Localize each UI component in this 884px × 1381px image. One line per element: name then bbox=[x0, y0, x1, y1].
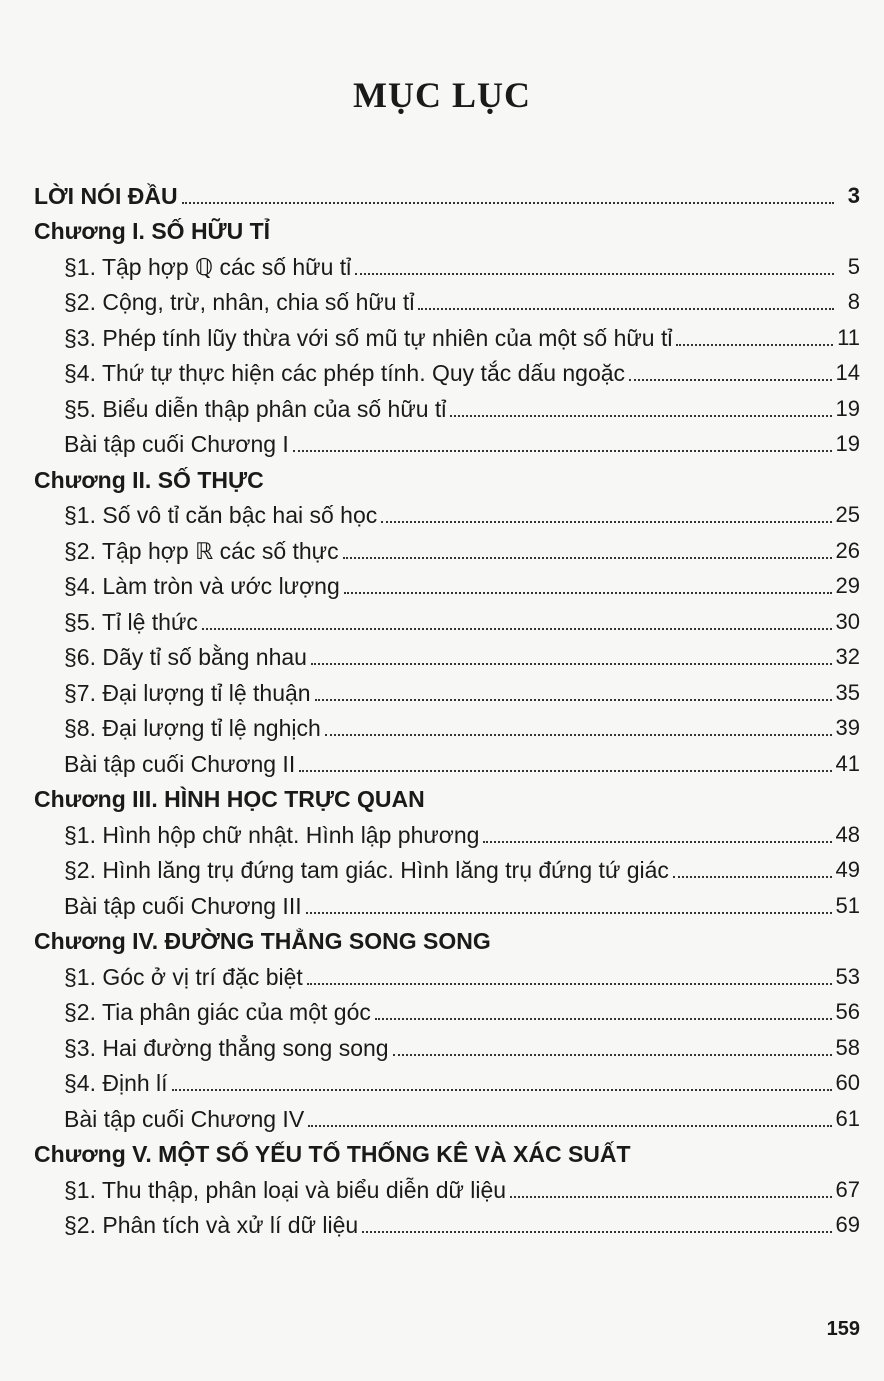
toc-entry[interactable] bbox=[0, 1204, 884, 1240]
dot-leader bbox=[362, 1231, 831, 1233]
chapter-title: Chương III. HÌNH HỌC TRỰC QUAN bbox=[34, 786, 425, 812]
toc-entry-page: 51 bbox=[835, 892, 860, 918]
toc-entry-page: 11 bbox=[837, 324, 860, 350]
chapter-title: Chương V. MỘT SỐ YẾU TỐ THỐNG KÊ VÀ XÁC SUẤT bbox=[34, 1141, 631, 1167]
toc-entry-page: 35 bbox=[835, 679, 860, 705]
dot-leader bbox=[393, 1054, 832, 1056]
toc-entry-page: 69 bbox=[835, 1212, 860, 1237]
dot-leader bbox=[450, 415, 831, 417]
chapter-heading[interactable] bbox=[0, 920, 884, 956]
dot-leader bbox=[344, 592, 832, 594]
chapter-heading[interactable] bbox=[0, 778, 884, 814]
toc-entry-page: 48 bbox=[835, 821, 860, 847]
toc-entry[interactable] bbox=[0, 352, 884, 388]
toc-entry-label: §1. Tập hợp ℚ các số hữu tỉ bbox=[64, 253, 352, 280]
dot-leader bbox=[381, 521, 831, 523]
toc-entry-page: 67 bbox=[835, 1176, 860, 1202]
toc-entry[interactable] bbox=[0, 423, 884, 459]
toc-entry-label: Bài tập cuối Chương II bbox=[64, 750, 296, 777]
chapter-heading[interactable] bbox=[0, 1133, 884, 1169]
toc-entry-label: §5. Biểu diễn thập phân của số hữu tỉ bbox=[64, 395, 447, 422]
toc-entry-page: 5 bbox=[847, 253, 860, 279]
toc-entry-label: §3. Phép tính lũy thừa với số mũ tự nhiên của một số hữu tỉ bbox=[64, 324, 673, 351]
toc-entry-label: §1. Số vô tỉ căn bậc hai số học bbox=[64, 502, 378, 528]
chapter-title: Chương IV. ĐƯỜNG THẲNG SONG SONG bbox=[34, 928, 491, 954]
dot-leader bbox=[676, 344, 833, 346]
chapter-heading[interactable] bbox=[0, 458, 884, 494]
toc-entry[interactable] bbox=[0, 529, 884, 565]
dot-leader bbox=[306, 912, 832, 914]
toc-entry-label: §1. Thu thập, phân loại và biểu diễn dữ liệu bbox=[64, 1176, 507, 1203]
toc-entry-page: 60 bbox=[835, 1070, 860, 1095]
dot-leader bbox=[299, 770, 831, 772]
toc-entry-page: 49 bbox=[835, 857, 860, 882]
table-of-contents bbox=[0, 174, 884, 1239]
toc-entry[interactable] bbox=[0, 387, 884, 423]
toc-entry-label: §4. Làm tròn và ước lượng bbox=[64, 573, 340, 599]
dot-leader bbox=[182, 202, 834, 204]
toc-entry[interactable] bbox=[0, 742, 884, 778]
toc-entry-label: §2. Tia phân giác của một góc bbox=[64, 999, 371, 1025]
toc-entry[interactable] bbox=[0, 884, 884, 920]
toc-entry-label: Bài tập cuối Chương IV bbox=[64, 1105, 305, 1132]
toc-entry-label: §4. Định lí bbox=[64, 1070, 168, 1096]
toc-entry[interactable] bbox=[0, 707, 884, 743]
toc-entry[interactable] bbox=[0, 281, 884, 317]
toc-entry-label: §1. Góc ở vị trí đặc biệt bbox=[64, 963, 303, 990]
toc-entry-label: §2. Tập hợp ℝ các số thực bbox=[64, 537, 339, 564]
toc-entry-page: 29 bbox=[835, 573, 860, 598]
dot-leader bbox=[315, 699, 832, 701]
toc-entry[interactable] bbox=[0, 1097, 884, 1133]
toc-entry-page: 26 bbox=[835, 537, 860, 563]
toc-entry[interactable] bbox=[0, 1026, 884, 1062]
toc-entry[interactable] bbox=[0, 1062, 884, 1098]
chapter-title: Chương II. SỐ THỰC bbox=[34, 466, 264, 493]
toc-entry[interactable] bbox=[0, 813, 884, 849]
toc-entry-label: §8. Đại lượng tỉ lệ nghịch bbox=[64, 715, 321, 741]
toc-entry-label: §4. Thứ tự thực hiện các phép tính. Quy tắc dấu ngoặc bbox=[64, 360, 626, 386]
toc-entry-label: §7. Đại lượng tỉ lệ thuận bbox=[64, 679, 311, 706]
toc-entry[interactable] bbox=[0, 991, 884, 1027]
toc-entry-page: 14 bbox=[835, 360, 860, 385]
dot-leader bbox=[510, 1196, 831, 1198]
toc-entry-page: 61 bbox=[835, 1105, 860, 1131]
toc-entry-page: 39 bbox=[835, 715, 860, 740]
toc-entry-page: 3 bbox=[847, 182, 860, 208]
dot-leader bbox=[355, 273, 834, 275]
toc-entry-label: §6. Dãy tỉ số bằng nhau bbox=[64, 644, 307, 670]
toc-entry-page: 8 bbox=[847, 289, 860, 314]
dot-leader bbox=[673, 876, 832, 878]
toc-entry[interactable] bbox=[0, 245, 884, 281]
dot-leader bbox=[172, 1089, 832, 1091]
toc-entry-label: LỜI NÓI ĐẦU bbox=[34, 182, 178, 209]
toc-entry[interactable] bbox=[0, 849, 884, 885]
toc-entry[interactable] bbox=[0, 316, 884, 352]
chapter-title: Chương I. SỐ HỮU TỈ bbox=[34, 218, 271, 244]
toc-entry-label: Bài tập cuối Chương I bbox=[64, 431, 289, 457]
dot-leader bbox=[418, 308, 834, 310]
dot-leader bbox=[375, 1018, 832, 1020]
dot-leader bbox=[307, 983, 832, 985]
toc-entry-label: Bài tập cuối Chương III bbox=[64, 892, 302, 919]
page-title: MỤC LỤC bbox=[353, 75, 531, 115]
dot-leader bbox=[325, 734, 832, 736]
toc-entry[interactable] bbox=[0, 565, 884, 601]
toc-front-matter[interactable] bbox=[0, 174, 884, 210]
toc-entry-page: 32 bbox=[835, 644, 860, 669]
toc-entry[interactable] bbox=[0, 1168, 884, 1204]
dot-leader bbox=[293, 450, 832, 452]
toc-entry-page: 19 bbox=[835, 431, 860, 456]
dot-leader bbox=[311, 663, 832, 665]
dot-leader bbox=[343, 557, 832, 559]
dot-leader bbox=[629, 379, 831, 381]
toc-entry-page: 58 bbox=[835, 1034, 860, 1060]
toc-entry-label: §2. Hình lăng trụ đứng tam giác. Hình lăng trụ đứng tứ giác bbox=[64, 857, 669, 883]
toc-entry-label: §1. Hình hộp chữ nhật. Hình lập phương bbox=[64, 821, 480, 848]
page-number: 159 bbox=[826, 1318, 860, 1340]
toc-entry-label: §5. Tỉ lệ thức bbox=[64, 608, 198, 635]
toc-entry-page: 53 bbox=[835, 963, 860, 989]
toc-entry-label: §2. Phân tích và xử lí dữ liệu bbox=[64, 1212, 359, 1238]
dot-leader bbox=[202, 628, 832, 630]
toc-entry[interactable] bbox=[0, 955, 884, 991]
toc-entry[interactable] bbox=[0, 671, 884, 707]
toc-entry-page: 56 bbox=[835, 999, 860, 1024]
toc-entry-page: 19 bbox=[835, 395, 860, 421]
toc-entry-label: §3. Hai đường thẳng song song bbox=[64, 1034, 389, 1061]
dot-leader bbox=[483, 841, 831, 843]
toc-entry-page: 30 bbox=[835, 608, 860, 634]
chapter-heading[interactable] bbox=[0, 210, 884, 246]
toc-entry-page: 25 bbox=[835, 502, 860, 527]
toc-entry[interactable] bbox=[0, 636, 884, 672]
toc-entry-page: 41 bbox=[835, 750, 860, 776]
toc-entry-label: §2. Cộng, trừ, nhân, chia số hữu tỉ bbox=[64, 289, 415, 315]
dot-leader bbox=[308, 1125, 831, 1127]
toc-entry[interactable] bbox=[0, 494, 884, 530]
toc-entry[interactable] bbox=[0, 600, 884, 636]
